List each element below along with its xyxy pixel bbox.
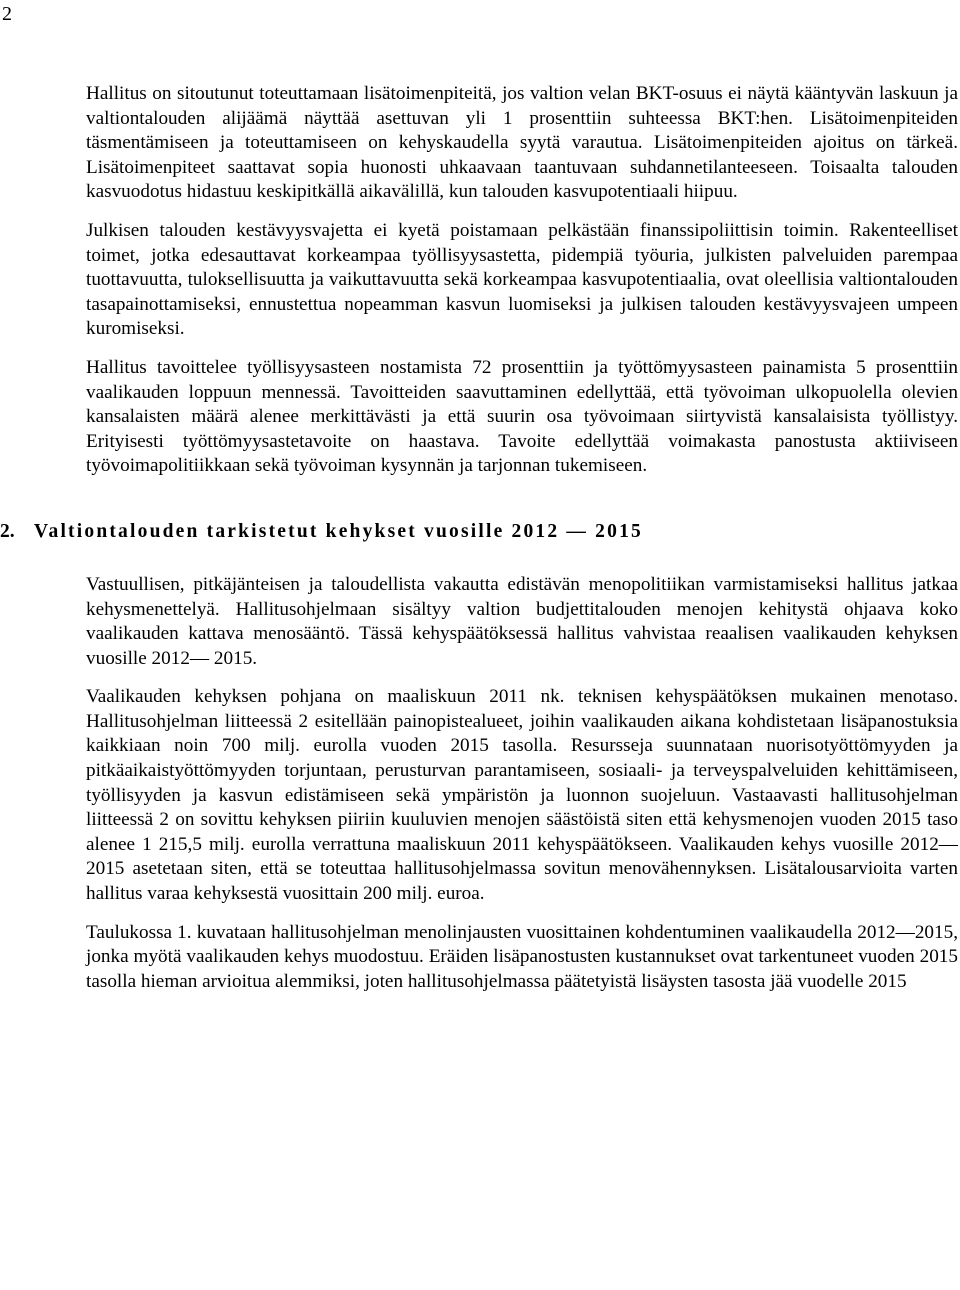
section-heading [0,519,958,545]
page-number: 2 [2,3,12,25]
paragraph-framework-basis: Vaalikauden kehyksen pohjana on maaliskuun 2011 nk. teknisen kehyspäätöksen mukainen menotaso. Hallitusohjelman liitteessä 2 esitellään painopistealueet, joihin vaalikauden aikana kohdistetaan lisäpanostuksia kaikkiaan noin 700 milj. eurolla vuoden 2015 tasolla. Resursseja suunnataan nuorisotyöttömyyden ja pitkäaikaistyöttömyyden torjuntaan, perusturvan parantamiseen, sosiaali- ja terveyspalveluiden kehittämiseen, työllisyyden ja kasvun edistämiseen sekä ympäristön ja luonnon suojeluun. Vastaavasti hallitusohjelman liitteessä 2 on sovittu kehyksen piiriin kuuluvien menojen säästöistä siten että kehysmenojen vuoden 2015 taso alenee 1 215,5 milj. eurolla verrattuna maaliskuun 2011 kehyspäätökseen. Vaalikauden kehys vuosille 2012—2015 asetetaan siten, että se toteuttaa hallitusohjelmassa sovitun menovähennyksen. Lisätalousarvioita varten hallitus varaa kehyksestä vuosittain 200 milj. euroa. [86,686,958,905]
section-title: Valtiontalouden tarkistetut kehykset vuosille 2012 — 2015 [34,520,643,542]
paragraph-debt-measures: Hallitus on sitoutunut toteuttamaan lisätoimenpiteitä, jos valtion velan BKT-osuus ei näytä kääntyvän laskuun ja valtiontalouden alijäämä näyttää asettuvan yli 1 prosenttiin suhteessa BKT:hen. Lisätoimenpiteiden täsmentämiseen ja toteuttamiseen on kehyskaudella syytä varautua. Lisätoimenpiteiden ajoitus on tärkeä. Lisätoimenpiteet saattavat sopia huonosti uhkaavaan taantuvaan suhdannetilanteeseen. Toisaalta talouden kasvuodotus hidastuu keskipitkällä aikavälillä, kun talouden kasvupotentiaali hiipuu. [86,83,958,203]
paragraph-spending-rule: Vastuullisen, pitkäjänteisen ja taloudellista vakautta edistävän menopolitiikan varmistamiseksi hallitus jatkaa kehysmenettelyä. Hallitusohjelmaan sisältyy valtion budjettitalouden menojen kehitystä ohjaava koko vaalikauden kattava menosääntö. Tässä kehyspäätöksessä hallitus vahvistaa reaalisen vaalikauden kehyksen vuosille 2012— 2015. [86,573,958,669]
paragraph-employment-target: Hallitus tavoittelee työllisyysasteen nostamista 72 prosenttiin ja työttömyysasteen painamista 5 prosenttiin vaalikauden loppuun mennessä. Tavoitteiden saavuttaminen edellyttää, että työvoiman ulkopuolella olevien kansalaisten määrä alenee merkittävästi ja että suurin osa työvoimaan siirtyvistä kansalaisista työllistyy. Erityisesti työttömyysastetavoite on haastava. Tavoite edellyttää voimakasta panostusta aktiiviseen työvoimapolitiikkaan sekä työvoiman kysynnän ja tarjonnan tukemiseen. [86,356,958,477]
paragraph-table-description: Taulukossa 1. kuvataan hallitusohjelman menolinjausten vuosittainen kohdentuminen vaalikaudella 2012—2015, jonka myötä vaalikauden kehys muodostuu. Eräiden lisäpanostusten kustannukset ovat tarkentuneet vuoden 2015 tasolla hieman arvioitua alemmiksi, joten hallitusohjelmassa päätetyistä lisäysten tasosta jää vuodelle 2015 [86,921,958,992]
section-number: 2. [0,520,15,542]
paragraph-sustainability-gap: Julkisen talouden kestävyysvajetta ei kyetä poistamaan pelkästään finanssipoliittisin toimin. Rakenteelliset toimet, jotka edesauttavat korkeampaa työllisyysastetta, pidempiä työuria, julkisten palveluiden parempaa tuottavuutta, tuloksellisuutta ja vaikuttavuutta sekä korkeampaa kasvupotentiaalia, ovat oleellisia valtiontalouden tasapainottamiseksi, ennustettua nopeamman kasvun luomiseksi ja julkisen talouden kestävyysvajeen umpeen kuromiseksi. [86,219,958,340]
document-body [0,82,958,994]
